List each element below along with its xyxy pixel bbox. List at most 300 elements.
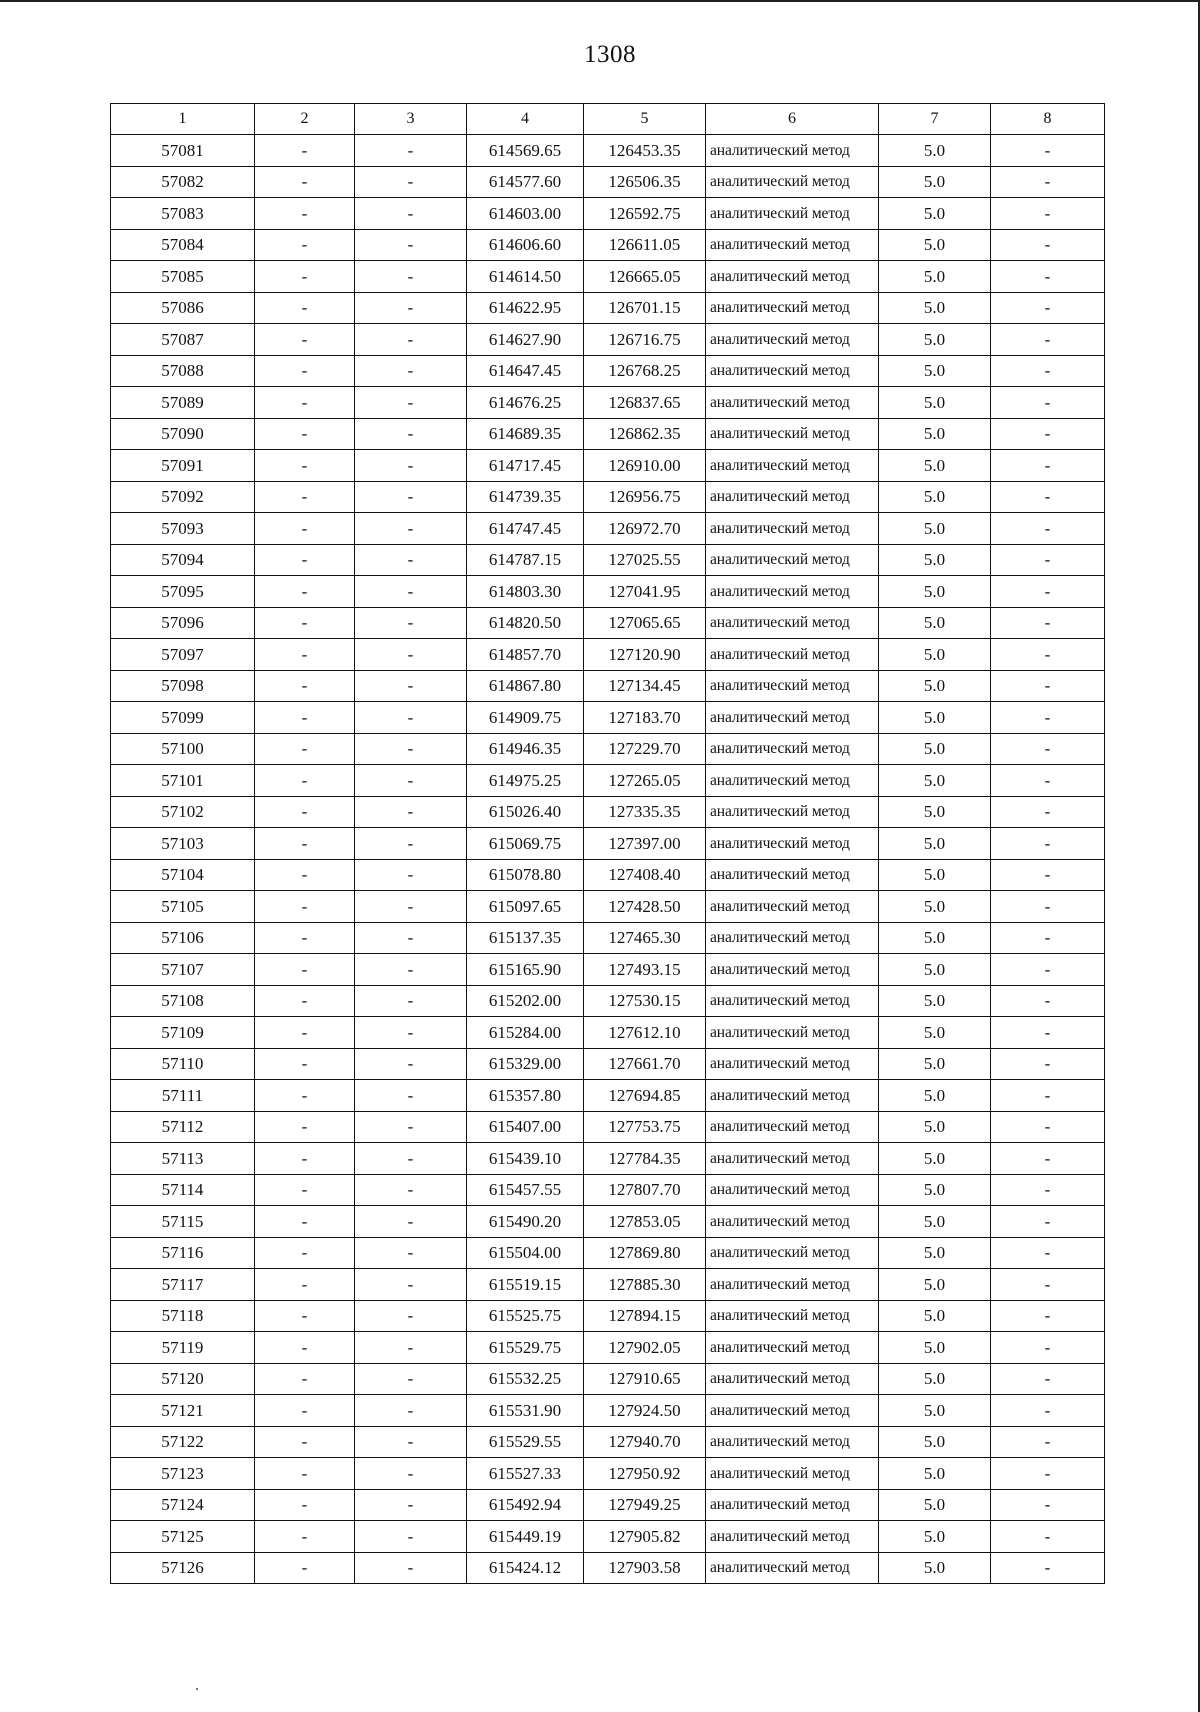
col-2-cell: - (255, 261, 355, 293)
y-coordinate-cell: 126665.05 (584, 261, 706, 293)
col-8-cell: - (991, 135, 1105, 167)
col-3-cell: - (355, 639, 467, 671)
table-row (111, 418, 1105, 450)
point-number-cell: 57121 (111, 1395, 255, 1427)
y-coordinate-cell: 126592.75 (584, 198, 706, 230)
accuracy-cell: 5.0 (879, 450, 991, 482)
col-8-cell: - (991, 544, 1105, 576)
table-row (111, 828, 1105, 860)
table-row (111, 733, 1105, 765)
y-coordinate-cell: 126716.75 (584, 324, 706, 356)
col-8-cell: - (991, 1206, 1105, 1238)
table-row (111, 1174, 1105, 1206)
accuracy-cell: 5.0 (879, 1458, 991, 1490)
point-number-cell: 57100 (111, 733, 255, 765)
method-cell: аналитический метод (706, 859, 879, 891)
col-3-cell: - (355, 859, 467, 891)
point-number-cell: 57099 (111, 702, 255, 734)
accuracy-cell: 5.0 (879, 1237, 991, 1269)
point-number-cell: 57091 (111, 450, 255, 482)
y-coordinate-cell: 127025.55 (584, 544, 706, 576)
table-row (111, 261, 1105, 293)
x-coordinate-cell: 614606.60 (467, 229, 584, 261)
point-number-cell: 57120 (111, 1363, 255, 1395)
col-2-cell: - (255, 985, 355, 1017)
method-cell: аналитический метод (706, 891, 879, 923)
y-coordinate-cell: 127183.70 (584, 702, 706, 734)
point-number-cell: 57114 (111, 1174, 255, 1206)
method-cell: аналитический метод (706, 387, 879, 419)
col-3-cell: - (355, 954, 467, 986)
y-coordinate-cell: 127661.70 (584, 1048, 706, 1080)
point-number-cell: 57097 (111, 639, 255, 671)
col-2-cell: - (255, 1080, 355, 1112)
col-3-cell: - (355, 513, 467, 545)
method-cell: аналитический метод (706, 1458, 879, 1490)
col-3-cell: - (355, 1300, 467, 1332)
accuracy-cell: 5.0 (879, 1552, 991, 1584)
method-cell: аналитический метод (706, 1332, 879, 1364)
table-row (111, 198, 1105, 230)
y-coordinate-cell: 127134.45 (584, 670, 706, 702)
table-row (111, 1300, 1105, 1332)
x-coordinate-cell: 614909.75 (467, 702, 584, 734)
col-3-cell: - (355, 1237, 467, 1269)
table-row (111, 670, 1105, 702)
method-cell: аналитический метод (706, 1426, 879, 1458)
x-coordinate-cell: 614717.45 (467, 450, 584, 482)
accuracy-cell: 5.0 (879, 828, 991, 860)
point-number-cell: 57085 (111, 261, 255, 293)
col-8-cell: - (991, 450, 1105, 482)
method-cell: аналитический метод (706, 922, 879, 954)
table-row (111, 544, 1105, 576)
col-2-cell: - (255, 607, 355, 639)
accuracy-cell: 5.0 (879, 922, 991, 954)
method-cell: аналитический метод (706, 796, 879, 828)
x-coordinate-cell: 614603.00 (467, 198, 584, 230)
point-number-cell: 57106 (111, 922, 255, 954)
accuracy-cell: 5.0 (879, 985, 991, 1017)
col-2-cell: - (255, 859, 355, 891)
col-8-cell: - (991, 828, 1105, 860)
x-coordinate-cell: 615439.10 (467, 1143, 584, 1175)
accuracy-cell: 5.0 (879, 670, 991, 702)
col-3-cell: - (355, 135, 467, 167)
point-number-cell: 57108 (111, 985, 255, 1017)
y-coordinate-cell: 127910.65 (584, 1363, 706, 1395)
col-3-cell: - (355, 1332, 467, 1364)
y-coordinate-cell: 127924.50 (584, 1395, 706, 1427)
column-header: 6 (706, 104, 879, 135)
accuracy-cell: 5.0 (879, 733, 991, 765)
col-2-cell: - (255, 1395, 355, 1427)
table-row (111, 1111, 1105, 1143)
col-3-cell: - (355, 1552, 467, 1584)
col-8-cell: - (991, 1552, 1105, 1584)
column-header: 3 (355, 104, 467, 135)
col-8-cell: - (991, 1489, 1105, 1521)
col-3-cell: - (355, 796, 467, 828)
col-8-cell: - (991, 1237, 1105, 1269)
table-row (111, 1237, 1105, 1269)
col-3-cell: - (355, 1174, 467, 1206)
column-header: 5 (584, 104, 706, 135)
col-3-cell: - (355, 1489, 467, 1521)
point-number-cell: 57088 (111, 355, 255, 387)
x-coordinate-cell: 614622.95 (467, 292, 584, 324)
accuracy-cell: 5.0 (879, 292, 991, 324)
col-3-cell: - (355, 1080, 467, 1112)
x-coordinate-cell: 615519.15 (467, 1269, 584, 1301)
col-8-cell: - (991, 1363, 1105, 1395)
method-cell: аналитический метод (706, 450, 879, 482)
col-8-cell: - (991, 670, 1105, 702)
col-8-cell: - (991, 229, 1105, 261)
method-cell: аналитический метод (706, 1395, 879, 1427)
accuracy-cell: 5.0 (879, 135, 991, 167)
table-row (111, 387, 1105, 419)
x-coordinate-cell: 615357.80 (467, 1080, 584, 1112)
col-8-cell: - (991, 1300, 1105, 1332)
col-3-cell: - (355, 355, 467, 387)
point-number-cell: 57084 (111, 229, 255, 261)
col-8-cell: - (991, 954, 1105, 986)
col-3-cell: - (355, 1269, 467, 1301)
table-row (111, 355, 1105, 387)
x-coordinate-cell: 615449.19 (467, 1521, 584, 1553)
table-row (111, 607, 1105, 639)
method-cell: аналитический метод (706, 229, 879, 261)
method-cell: аналитический метод (706, 1363, 879, 1395)
method-cell: аналитический метод (706, 1237, 879, 1269)
x-coordinate-cell: 614627.90 (467, 324, 584, 356)
x-coordinate-cell: 615529.75 (467, 1332, 584, 1364)
col-2-cell: - (255, 1111, 355, 1143)
method-cell: аналитический метод (706, 1174, 879, 1206)
method-cell: аналитический метод (706, 292, 879, 324)
table-header-row (111, 104, 1105, 135)
col-2-cell: - (255, 639, 355, 671)
scan-edge-top (0, 0, 1200, 2)
accuracy-cell: 5.0 (879, 891, 991, 923)
point-number-cell: 57103 (111, 828, 255, 860)
y-coordinate-cell: 126453.35 (584, 135, 706, 167)
col-2-cell: - (255, 765, 355, 797)
table-row (111, 324, 1105, 356)
y-coordinate-cell: 127530.15 (584, 985, 706, 1017)
col-8-cell: - (991, 922, 1105, 954)
col-8-cell: - (991, 859, 1105, 891)
col-2-cell: - (255, 1300, 355, 1332)
table-row (111, 1080, 1105, 1112)
accuracy-cell: 5.0 (879, 324, 991, 356)
table-row (111, 891, 1105, 923)
col-8-cell: - (991, 576, 1105, 608)
y-coordinate-cell: 126701.15 (584, 292, 706, 324)
col-2-cell: - (255, 355, 355, 387)
method-cell: аналитический метод (706, 198, 879, 230)
col-8-cell: - (991, 1143, 1105, 1175)
table-row (111, 1426, 1105, 1458)
table-body (111, 135, 1105, 1584)
y-coordinate-cell: 127229.70 (584, 733, 706, 765)
table-row (111, 1269, 1105, 1301)
x-coordinate-cell: 615069.75 (467, 828, 584, 860)
y-coordinate-cell: 127853.05 (584, 1206, 706, 1238)
col-3-cell: - (355, 1017, 467, 1049)
method-cell: аналитический метод (706, 481, 879, 513)
col-3-cell: - (355, 702, 467, 734)
point-number-cell: 57102 (111, 796, 255, 828)
y-coordinate-cell: 127041.95 (584, 576, 706, 608)
accuracy-cell: 5.0 (879, 1300, 991, 1332)
point-number-cell: 57104 (111, 859, 255, 891)
col-2-cell: - (255, 229, 355, 261)
x-coordinate-cell: 614857.70 (467, 639, 584, 671)
col-2-cell: - (255, 1237, 355, 1269)
method-cell: аналитический метод (706, 1017, 879, 1049)
x-coordinate-cell: 615202.00 (467, 985, 584, 1017)
y-coordinate-cell: 126972.70 (584, 513, 706, 545)
method-cell: аналитический метод (706, 1269, 879, 1301)
table-row (111, 639, 1105, 671)
point-number-cell: 57124 (111, 1489, 255, 1521)
table-row (111, 229, 1105, 261)
y-coordinate-cell: 127949.25 (584, 1489, 706, 1521)
col-3-cell: - (355, 733, 467, 765)
table-row (111, 135, 1105, 167)
point-number-cell: 57093 (111, 513, 255, 545)
y-coordinate-cell: 127784.35 (584, 1143, 706, 1175)
col-2-cell: - (255, 450, 355, 482)
table-row (111, 1363, 1105, 1395)
point-number-cell: 57109 (111, 1017, 255, 1049)
col-8-cell: - (991, 1111, 1105, 1143)
y-coordinate-cell: 127694.85 (584, 1080, 706, 1112)
accuracy-cell: 5.0 (879, 1332, 991, 1364)
col-3-cell: - (355, 324, 467, 356)
y-coordinate-cell: 126506.35 (584, 166, 706, 198)
col-8-cell: - (991, 985, 1105, 1017)
accuracy-cell: 5.0 (879, 1521, 991, 1553)
col-2-cell: - (255, 922, 355, 954)
point-number-cell: 57081 (111, 135, 255, 167)
col-8-cell: - (991, 355, 1105, 387)
y-coordinate-cell: 126910.00 (584, 450, 706, 482)
table-row (111, 1458, 1105, 1490)
x-coordinate-cell: 615532.25 (467, 1363, 584, 1395)
accuracy-cell: 5.0 (879, 544, 991, 576)
col-2-cell: - (255, 1332, 355, 1364)
accuracy-cell: 5.0 (879, 954, 991, 986)
method-cell: аналитический метод (706, 135, 879, 167)
table-row (111, 702, 1105, 734)
point-number-cell: 57110 (111, 1048, 255, 1080)
table-row (111, 765, 1105, 797)
table-row (111, 859, 1105, 891)
col-3-cell: - (355, 985, 467, 1017)
y-coordinate-cell: 127807.70 (584, 1174, 706, 1206)
col-3-cell: - (355, 481, 467, 513)
col-2-cell: - (255, 166, 355, 198)
accuracy-cell: 5.0 (879, 355, 991, 387)
y-coordinate-cell: 127885.30 (584, 1269, 706, 1301)
table-row (111, 1395, 1105, 1427)
col-3-cell: - (355, 292, 467, 324)
coordinates-table (110, 103, 1105, 1584)
table-row (111, 1048, 1105, 1080)
point-number-cell: 57107 (111, 954, 255, 986)
accuracy-cell: 5.0 (879, 576, 991, 608)
col-2-cell: - (255, 733, 355, 765)
method-cell: аналитический метод (706, 1206, 879, 1238)
y-coordinate-cell: 127065.65 (584, 607, 706, 639)
x-coordinate-cell: 615525.75 (467, 1300, 584, 1332)
point-number-cell: 57083 (111, 198, 255, 230)
x-coordinate-cell: 615490.20 (467, 1206, 584, 1238)
col-8-cell: - (991, 1017, 1105, 1049)
col-2-cell: - (255, 198, 355, 230)
accuracy-cell: 5.0 (879, 1206, 991, 1238)
point-number-cell: 57101 (111, 765, 255, 797)
x-coordinate-cell: 615529.55 (467, 1426, 584, 1458)
accuracy-cell: 5.0 (879, 418, 991, 450)
col-8-cell: - (991, 387, 1105, 419)
method-cell: аналитический метод (706, 639, 879, 671)
col-3-cell: - (355, 387, 467, 419)
method-cell: аналитический метод (706, 1048, 879, 1080)
col-8-cell: - (991, 261, 1105, 293)
x-coordinate-cell: 615504.00 (467, 1237, 584, 1269)
table-row (111, 450, 1105, 482)
y-coordinate-cell: 127335.35 (584, 796, 706, 828)
y-coordinate-cell: 127265.05 (584, 765, 706, 797)
method-cell: аналитический метод (706, 765, 879, 797)
table-row (111, 576, 1105, 608)
point-number-cell: 57092 (111, 481, 255, 513)
method-cell: аналитический метод (706, 733, 879, 765)
point-number-cell: 57115 (111, 1206, 255, 1238)
method-cell: аналитический метод (706, 607, 879, 639)
method-cell: аналитический метод (706, 954, 879, 986)
col-3-cell: - (355, 261, 467, 293)
col-3-cell: - (355, 1395, 467, 1427)
table-row (111, 1206, 1105, 1238)
accuracy-cell: 5.0 (879, 1017, 991, 1049)
accuracy-cell: 5.0 (879, 607, 991, 639)
coordinates-table-container (110, 103, 1104, 1584)
col-3-cell: - (355, 891, 467, 923)
x-coordinate-cell: 615165.90 (467, 954, 584, 986)
col-8-cell: - (991, 1080, 1105, 1112)
col-8-cell: - (991, 513, 1105, 545)
x-coordinate-cell: 615424.12 (467, 1552, 584, 1584)
col-2-cell: - (255, 1363, 355, 1395)
col-2-cell: - (255, 828, 355, 860)
method-cell: аналитический метод (706, 544, 879, 576)
accuracy-cell: 5.0 (879, 1111, 991, 1143)
x-coordinate-cell: 614747.45 (467, 513, 584, 545)
y-coordinate-cell: 127753.75 (584, 1111, 706, 1143)
point-number-cell: 57090 (111, 418, 255, 450)
col-8-cell: - (991, 702, 1105, 734)
y-coordinate-cell: 127612.10 (584, 1017, 706, 1049)
method-cell: аналитический метод (706, 985, 879, 1017)
point-number-cell: 57095 (111, 576, 255, 608)
method-cell: аналитический метод (706, 355, 879, 387)
point-number-cell: 57112 (111, 1111, 255, 1143)
col-3-cell: - (355, 765, 467, 797)
col-8-cell: - (991, 1395, 1105, 1427)
y-coordinate-cell: 127428.50 (584, 891, 706, 923)
col-2-cell: - (255, 1489, 355, 1521)
y-coordinate-cell: 127465.30 (584, 922, 706, 954)
col-8-cell: - (991, 166, 1105, 198)
method-cell: аналитический метод (706, 1489, 879, 1521)
col-8-cell: - (991, 1332, 1105, 1364)
method-cell: аналитический метод (706, 828, 879, 860)
accuracy-cell: 5.0 (879, 229, 991, 261)
col-8-cell: - (991, 639, 1105, 671)
point-number-cell: 57086 (111, 292, 255, 324)
col-3-cell: - (355, 1521, 467, 1553)
x-coordinate-cell: 615097.65 (467, 891, 584, 923)
accuracy-cell: 5.0 (879, 1080, 991, 1112)
x-coordinate-cell: 614787.15 (467, 544, 584, 576)
point-number-cell: 57096 (111, 607, 255, 639)
x-coordinate-cell: 615137.35 (467, 922, 584, 954)
col-3-cell: - (355, 670, 467, 702)
x-coordinate-cell: 614689.35 (467, 418, 584, 450)
y-coordinate-cell: 127120.90 (584, 639, 706, 671)
point-number-cell: 57094 (111, 544, 255, 576)
x-coordinate-cell: 614803.30 (467, 576, 584, 608)
col-2-cell: - (255, 1048, 355, 1080)
col-2-cell: - (255, 891, 355, 923)
x-coordinate-cell: 615457.55 (467, 1174, 584, 1206)
col-3-cell: - (355, 198, 467, 230)
col-8-cell: - (991, 1458, 1105, 1490)
table-row (111, 481, 1105, 513)
x-coordinate-cell: 615078.80 (467, 859, 584, 891)
table-row (111, 1332, 1105, 1364)
method-cell: аналитический метод (706, 261, 879, 293)
point-number-cell: 57118 (111, 1300, 255, 1332)
x-coordinate-cell: 614647.45 (467, 355, 584, 387)
col-8-cell: - (991, 1269, 1105, 1301)
point-number-cell: 57125 (111, 1521, 255, 1553)
col-8-cell: - (991, 292, 1105, 324)
method-cell: аналитический метод (706, 166, 879, 198)
col-8-cell: - (991, 481, 1105, 513)
col-8-cell: - (991, 198, 1105, 230)
col-3-cell: - (355, 1363, 467, 1395)
col-3-cell: - (355, 166, 467, 198)
accuracy-cell: 5.0 (879, 1174, 991, 1206)
x-coordinate-cell: 615492.94 (467, 1489, 584, 1521)
col-3-cell: - (355, 607, 467, 639)
point-number-cell: 57111 (111, 1080, 255, 1112)
col-8-cell: - (991, 1048, 1105, 1080)
table-row (111, 1017, 1105, 1049)
method-cell: аналитический метод (706, 670, 879, 702)
x-coordinate-cell: 615531.90 (467, 1395, 584, 1427)
accuracy-cell: 5.0 (879, 166, 991, 198)
col-2-cell: - (255, 1458, 355, 1490)
x-coordinate-cell: 614614.50 (467, 261, 584, 293)
col-2-cell: - (255, 1269, 355, 1301)
